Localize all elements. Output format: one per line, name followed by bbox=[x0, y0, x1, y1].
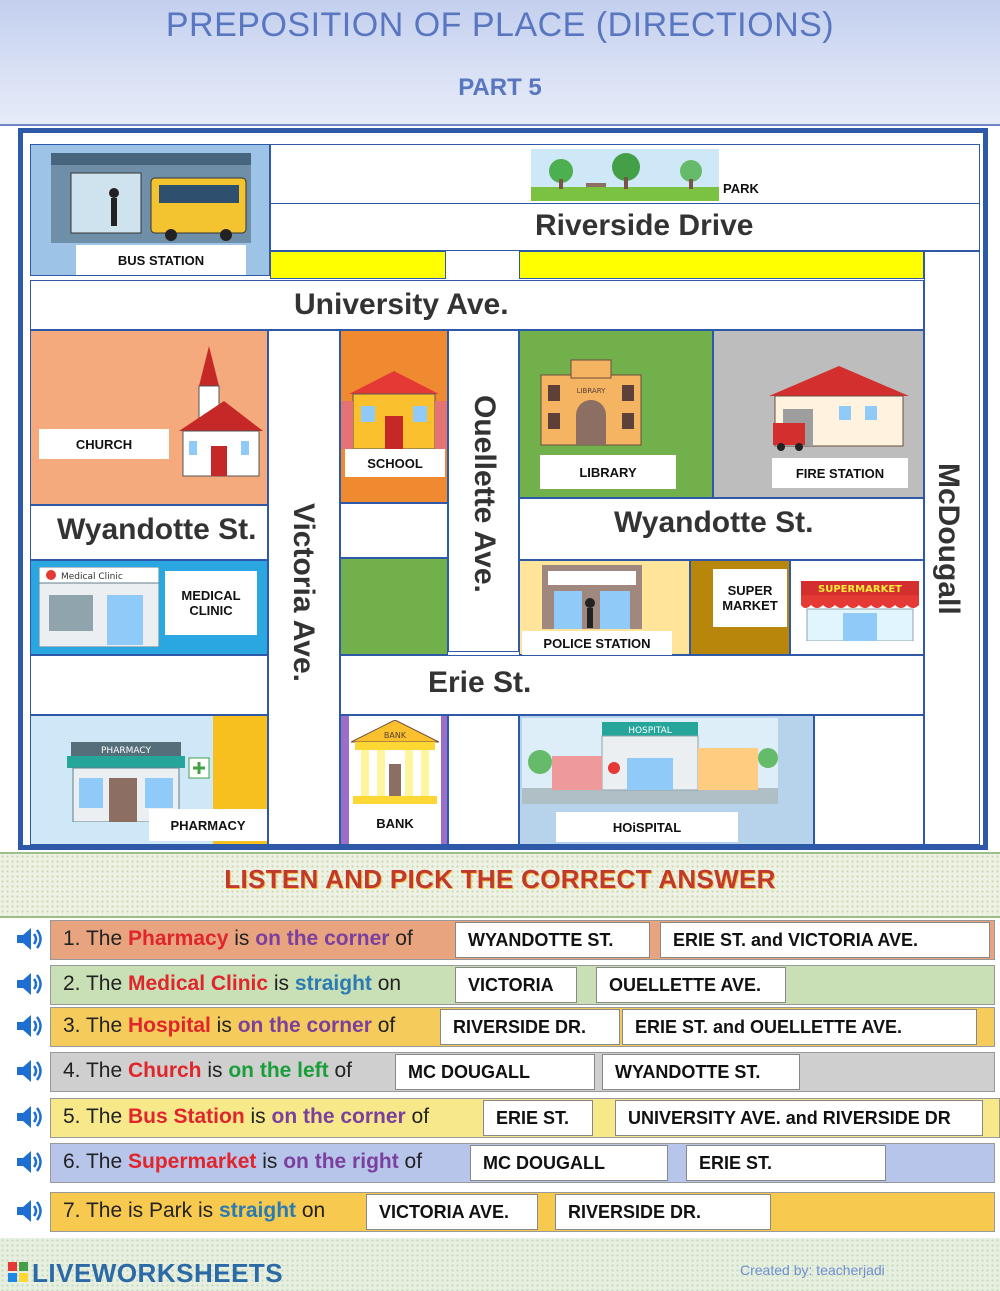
mcdougall-name: McDougall bbox=[932, 463, 965, 615]
question-place: Pharmacy bbox=[128, 927, 229, 950]
question-connector: is bbox=[256, 1150, 284, 1173]
pharmacy-sign-text: PHARMACY bbox=[101, 746, 151, 756]
question-text bbox=[63, 1014, 395, 1038]
answer-option[interactable]: VICTORIA bbox=[455, 967, 577, 1003]
answer-option[interactable]: ERIE ST. and OUELLETTE AVE. bbox=[622, 1009, 977, 1045]
bank-picture bbox=[351, 720, 439, 804]
hospital-block bbox=[519, 715, 814, 845]
answer-option[interactable]: UNIVERSITY AVE. and RIVERSIDE DR bbox=[615, 1100, 983, 1136]
answer-option[interactable]: MC DOUGALL bbox=[470, 1145, 668, 1181]
question-tail: of bbox=[398, 1150, 423, 1173]
question-connector: is bbox=[201, 1059, 229, 1082]
city-map bbox=[18, 128, 988, 850]
question-number: 1. The bbox=[63, 927, 128, 950]
question-preposition: on the right bbox=[283, 1150, 399, 1173]
question-text bbox=[63, 1199, 325, 1223]
question-preposition: on the corner bbox=[237, 1014, 372, 1037]
question-connector: is bbox=[268, 972, 295, 995]
question-connector: is bbox=[210, 1014, 238, 1037]
bank-label: BANK bbox=[351, 808, 439, 838]
speaker-icon[interactable] bbox=[14, 1056, 44, 1086]
question-place: Church bbox=[128, 1059, 202, 1082]
park-label: PARK bbox=[719, 175, 779, 201]
speaker-icon[interactable] bbox=[14, 1102, 44, 1132]
question-tail: of bbox=[371, 1014, 396, 1037]
supermarket-sign-text: SUPERMARKET bbox=[818, 584, 902, 595]
medical-clinic-block bbox=[30, 560, 268, 655]
ouellette-ave-name: Ouellette Ave. bbox=[468, 395, 501, 593]
park-picture bbox=[531, 149, 719, 201]
pharmacy-block bbox=[30, 715, 268, 845]
question-preposition: on the left bbox=[228, 1059, 329, 1082]
bus-station-label: BUS STATION bbox=[76, 245, 246, 275]
green-block bbox=[340, 558, 448, 655]
question-tail: on bbox=[296, 1199, 326, 1222]
supermarket-picture-block bbox=[790, 560, 924, 655]
question-preposition: on the corner bbox=[255, 927, 390, 950]
question-place: Hospital bbox=[128, 1014, 211, 1037]
answer-option[interactable]: WYANDOTTE ST. bbox=[455, 922, 650, 958]
park-block bbox=[270, 144, 980, 204]
medical-clinic-sign-text: Medical Clinic bbox=[61, 572, 123, 582]
white-block-right bbox=[814, 715, 924, 845]
super-market-block bbox=[690, 560, 790, 655]
question-number: 5. The bbox=[63, 1105, 128, 1128]
answer-option[interactable]: WYANDOTTE ST. bbox=[602, 1054, 800, 1090]
pharmacy-label: PHARMACY bbox=[149, 809, 267, 841]
question-text bbox=[63, 927, 413, 951]
library-label: LIBRARY bbox=[540, 455, 676, 489]
question-preposition: straight bbox=[219, 1199, 297, 1222]
answer-option[interactable]: VICTORIA AVE. bbox=[366, 1194, 538, 1230]
wyandotte-st-road-middle bbox=[340, 503, 448, 558]
church-block bbox=[30, 330, 268, 505]
question-preposition: on the corner bbox=[271, 1105, 406, 1128]
speaker-icon[interactable] bbox=[14, 1147, 44, 1177]
bus-station-block bbox=[30, 144, 270, 276]
instruction-text: LISTEN AND PICK THE CORRECT ANSWER bbox=[224, 864, 776, 894]
yellow-road-strip-right bbox=[519, 251, 924, 279]
answer-option[interactable]: RIVERSIDE DR. bbox=[555, 1194, 771, 1230]
university-ave-name: University Ave. bbox=[294, 288, 509, 321]
police-station-label: POLICE STATION bbox=[522, 631, 672, 655]
medical-clinic-picture bbox=[39, 567, 159, 647]
hospital-picture bbox=[522, 718, 778, 804]
riverside-drive-name: Riverside Drive bbox=[535, 209, 754, 242]
creator-credit: Created by: teacherjadi bbox=[740, 1262, 885, 1278]
question-connector: is bbox=[228, 927, 256, 950]
question-place: Bus Station bbox=[128, 1105, 245, 1128]
bus-station-picture bbox=[51, 153, 251, 243]
fire-station-label: FIRE STATION bbox=[772, 458, 908, 488]
answer-option[interactable]: ERIE ST. bbox=[686, 1145, 886, 1181]
question-number: 2. The bbox=[63, 972, 128, 995]
white-block-left bbox=[30, 655, 268, 715]
question-number: 4. The bbox=[63, 1059, 128, 1082]
page-title: PREPOSITION OF PLACE (DIRECTIONS) bbox=[165, 6, 835, 44]
police-station-picture bbox=[542, 565, 642, 629]
super-market-label: SUPER MARKET bbox=[713, 569, 787, 627]
wyandotte-st-name-left: Wyandotte St. bbox=[57, 513, 257, 546]
question-number: 7. The is Park is bbox=[63, 1199, 220, 1222]
question-preposition: straight bbox=[294, 972, 372, 995]
school-block bbox=[340, 330, 448, 503]
bank-block bbox=[340, 715, 448, 845]
victoria-ave-name: Victoria Ave. bbox=[287, 503, 320, 682]
answer-option[interactable]: OUELLETTE AVE. bbox=[596, 967, 786, 1003]
school-picture bbox=[341, 366, 447, 451]
fire-station-picture bbox=[769, 361, 919, 451]
liveworksheets-logo-icon bbox=[8, 1262, 28, 1282]
question-place: Supermarket bbox=[128, 1150, 257, 1173]
speaker-icon[interactable] bbox=[14, 1011, 44, 1041]
question-number: 6. The bbox=[63, 1150, 128, 1173]
liveworksheets-logo[interactable]: LIVEWORKSHEETS bbox=[32, 1258, 284, 1288]
question-text bbox=[63, 972, 401, 996]
question-tail: of bbox=[389, 927, 413, 950]
question-tail: of bbox=[328, 1059, 353, 1082]
question-connector: is bbox=[244, 1105, 272, 1128]
speaker-icon[interactable] bbox=[14, 1196, 44, 1226]
answer-option[interactable]: ERIE ST. and VICTORIA AVE. bbox=[660, 922, 990, 958]
question-text bbox=[63, 1059, 352, 1083]
question-number: 3. The bbox=[63, 1014, 128, 1037]
school-label: SCHOOL bbox=[345, 449, 445, 477]
speaker-icon[interactable] bbox=[14, 969, 44, 999]
church-picture bbox=[179, 346, 263, 478]
speaker-icon[interactable] bbox=[14, 924, 44, 954]
library-picture bbox=[536, 355, 646, 451]
answer-option[interactable]: ERIE ST. bbox=[483, 1100, 593, 1136]
question-text bbox=[63, 1105, 429, 1129]
question-text bbox=[63, 1150, 422, 1174]
church-label: CHURCH bbox=[39, 429, 169, 459]
answer-option[interactable]: MC DOUGALL bbox=[395, 1054, 595, 1090]
hospital-sign-text: HOSPITAL bbox=[628, 726, 672, 736]
medical-clinic-label: MEDICAL CLINIC bbox=[165, 571, 257, 635]
question-place: Medical Clinic bbox=[128, 972, 269, 995]
white-block-middle bbox=[448, 715, 519, 845]
wyandotte-st-name-right: Wyandotte St. bbox=[614, 506, 814, 539]
question-tail: of bbox=[405, 1105, 430, 1128]
supermarket-picture bbox=[801, 581, 919, 641]
bank-sign-text: BANK bbox=[383, 731, 407, 740]
fire-station-block bbox=[713, 330, 924, 498]
answer-option[interactable]: RIVERSIDE DR. bbox=[440, 1009, 620, 1045]
police-station-block bbox=[519, 560, 690, 655]
hospital-label: HOiSPITAL bbox=[556, 812, 738, 842]
library-block bbox=[519, 330, 713, 498]
erie-st-name: Erie St. bbox=[428, 666, 532, 699]
page-subtitle: PART 5 bbox=[458, 74, 542, 101]
question-tail: on bbox=[371, 972, 402, 995]
library-sign-text: LIBRARY bbox=[576, 387, 606, 395]
yellow-road-strip-left bbox=[270, 251, 446, 279]
